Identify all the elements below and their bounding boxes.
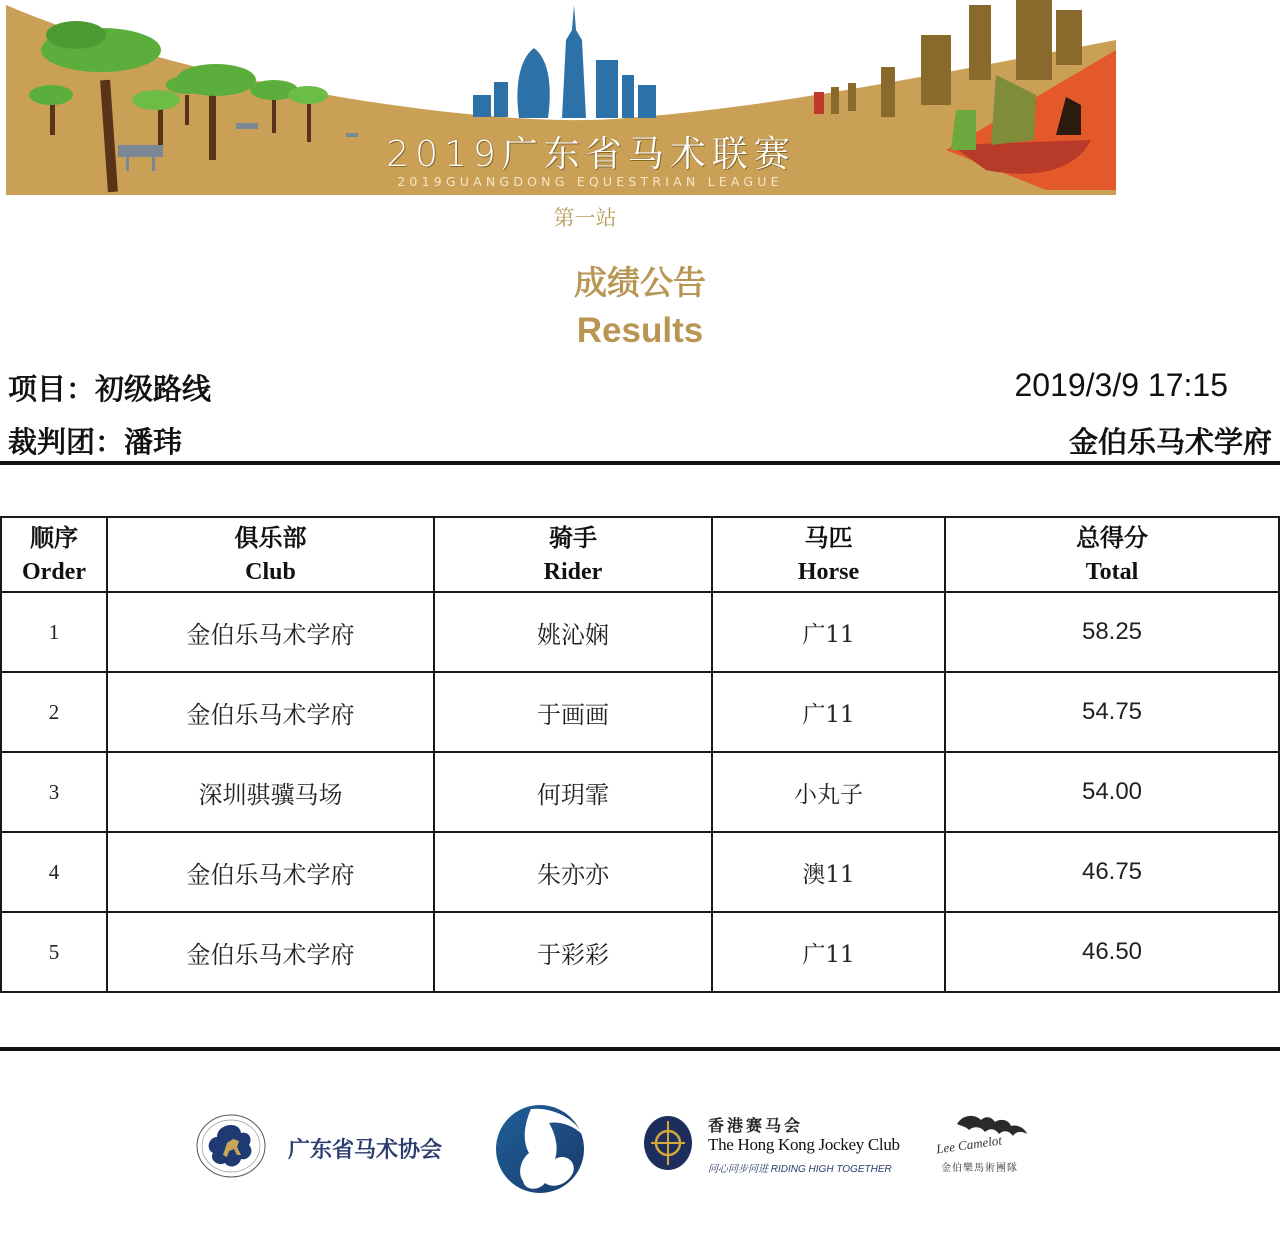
cell-total: 54.75 — [945, 672, 1279, 752]
event-info — [8, 367, 211, 408]
event-label: 项目： — [8, 372, 96, 406]
cell-total: 46.50 — [945, 912, 1279, 992]
cell-rider: 姚沁娴 — [434, 592, 712, 672]
column-header-rider: 骑手 Rider — [434, 517, 712, 592]
cell-rider: 于彩彩 — [434, 912, 712, 992]
cell-horse: 广11 — [712, 592, 945, 672]
cell-horse: 广11 — [712, 912, 945, 992]
judges-info — [8, 420, 182, 461]
event-banner — [6, 0, 1116, 195]
cell-order: 2 — [1, 672, 107, 752]
table-header-row — [1, 517, 1279, 592]
column-header-club: 俱乐部 Club — [107, 517, 434, 592]
page-title-cn: 成绩公告 — [574, 263, 706, 302]
hkjc-name-cn: 香港赛马会 — [708, 1116, 804, 1135]
event-value: 初级路线 — [95, 372, 212, 406]
banner-subtitle: 2019GUANGDONG EQUESTRIAN LEAGUE — [397, 174, 783, 189]
judges-label: 裁判团： — [8, 425, 125, 459]
venue-name: 金伯乐马术学府 — [1068, 425, 1272, 459]
cell-club: 金伯乐马术学府 — [107, 592, 434, 672]
cell-club: 金伯乐马术学府 — [107, 832, 434, 912]
hkjc-emblem-icon — [643, 1115, 693, 1171]
table-row — [1, 752, 1279, 832]
cell-horse: 小丸子 — [712, 752, 945, 832]
cell-total: 58.25 — [945, 592, 1279, 672]
column-header-total: 总得分 Total — [945, 517, 1279, 592]
results-table — [0, 516, 1280, 993]
lee-camelot-name-cn: 金伯樂馬術團隊 — [941, 1163, 1018, 1174]
lee-camelot-name: Lee Camelot — [935, 1132, 1003, 1157]
page-title-en: Results — [576, 311, 704, 350]
column-header-horse: 马匹 Horse — [712, 517, 945, 592]
gea-name: 广东省马术协会 — [288, 1138, 443, 1163]
cell-total: 54.00 — [945, 752, 1279, 832]
cell-club: 金伯乐马术学府 — [107, 912, 434, 992]
table-row — [1, 832, 1279, 912]
cell-order: 5 — [1, 912, 107, 992]
header-divider — [0, 461, 1280, 465]
table-row — [1, 912, 1279, 992]
cell-club: 深圳骐骥马场 — [107, 752, 434, 832]
sponsor-logos — [0, 1090, 1280, 1210]
cell-order: 3 — [1, 752, 107, 832]
cell-horse: 澳11 — [712, 832, 945, 912]
judges-value: 潘玮 — [124, 425, 183, 459]
cell-order: 4 — [1, 832, 107, 912]
banner-title: 2019广东省马术联赛 — [386, 134, 796, 175]
table-row — [1, 592, 1279, 672]
column-header-order: 顺序 Order — [1, 517, 107, 592]
table-row — [1, 672, 1279, 752]
cell-rider: 于画画 — [434, 672, 712, 752]
cell-club: 金伯乐马术学府 — [107, 672, 434, 752]
event-datetime: 2019/3/9 17:15 — [1014, 367, 1228, 403]
hkjc-name-en: The Hong Kong Jockey Club — [708, 1135, 900, 1154]
gea-emblem-icon — [195, 1113, 267, 1179]
cell-rider: 何玥霏 — [434, 752, 712, 832]
stage-label: 第一站 — [553, 206, 617, 230]
cell-order: 1 — [1, 592, 107, 672]
horse-head-logo-icon — [493, 1103, 593, 1195]
hkjc-tagline: 同心同步同进 RIDING HIGH TOGETHER — [708, 1164, 892, 1175]
cell-horse: 广11 — [712, 672, 945, 752]
cell-total: 46.75 — [945, 832, 1279, 912]
footer-divider — [0, 1047, 1280, 1051]
cell-rider: 朱亦亦 — [434, 832, 712, 912]
